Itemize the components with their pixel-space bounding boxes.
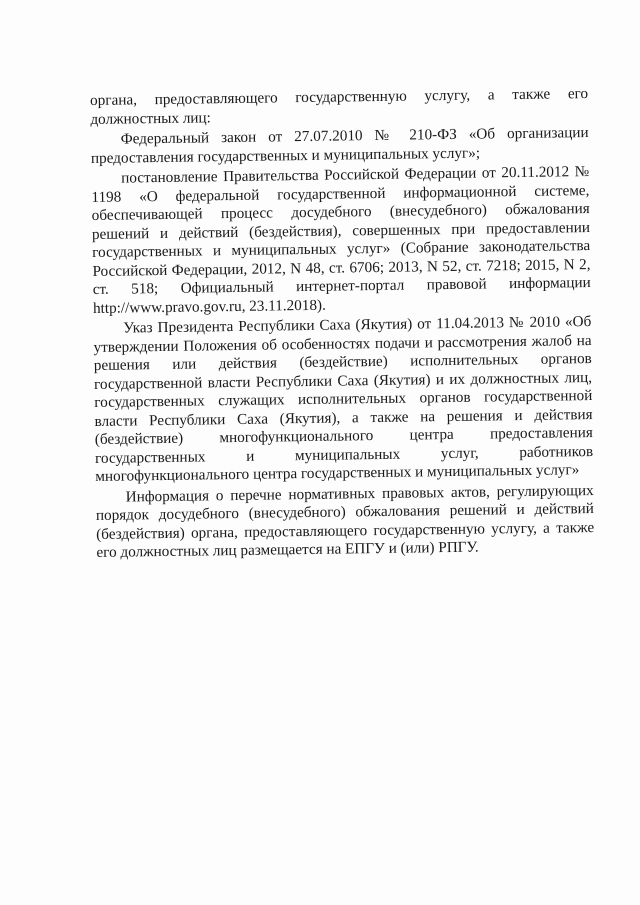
paragraph-officials-intro: органа, предоставляющего государственную услугу, а также его должностных лиц: [90,85,589,128]
paragraph-federal-law: Федеральный закон от 27.07.2010 № 210-ФЗ «Об организации предоставления государственных и муниципальных услуг»; [90,124,589,167]
paragraph-government-decree: постановление Правительства Российской Федерации от 20.11.2012 № 1198 «О федеральной государственной информационной системе, обеспечивающей процесс досудебного (внесудебного) обжалования решений и действий (бездействия), совершенных при предоставлении государственных и муниципальных услуг» (Собрание законодательства Российской Федерации, 2012, N 48, ст. 6706; 2013, N 52, ст. 7218; 2015, N 2, ст. 518; Официальный интернет-портал правовой информации http://www.pravo.gov.ru, 23.11.2018). [91,163,591,317]
paragraph-presidential-decree: Указ Президента Республики Саха (Якутия) от 11.04.2013 № 2010 «Об утверждении Положения об особенностях подачи и рассмотрения жалоб на решения или действия (бездействие) исполнительных органов государственной власти Республики Саха (Якутия) и их должностных лиц, государственных служащих исполнительных органов государственной власти Республики Саха (Якутия), а также на решения и действия (бездействие) многофункционального центра предоставления государственных и муниципальных услуг, работников многофункционального центра государственных и муниципальных услуг» [93,313,594,485]
document-body [90,85,595,564]
paragraph-information-placement: Информация о перечне нормативных правовых актов, регулирующих порядок досудебного (внесудебного) обжалования решений и действий (бездействия) органа, предоставляющего государственную услугу, а также его должностных лиц размещается на ЕПГУ и (или) РПГУ. [95,481,595,561]
